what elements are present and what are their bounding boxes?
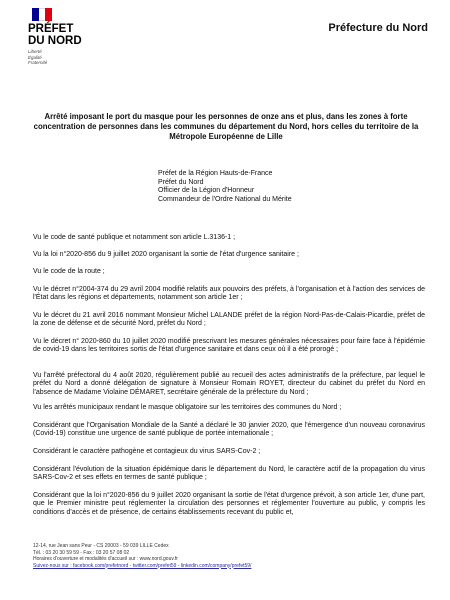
flag-white-stripe [39, 8, 46, 21]
title-line3: Métropole Européenne de Lille [169, 132, 283, 141]
paragraph-vu-decret-2016: Vu le décret du 21 avril 2016 nommant Monsieur Michel LALANDE préfet de la région Nord-Pas-de-Calais-Picardie, préfet de la zone de défense et de sécurité Nord, préfet du Nord ; [33, 312, 425, 328]
motto-egalite: Égalité [28, 54, 42, 60]
prefet-logo [28, 8, 108, 66]
paragraph-vu-loi-2020-856: Vu la loi n°2020-856 du 9 juillet 2020 organisant la sortie de l'état d'urgence sanitaire ; [33, 251, 299, 258]
prefecture-name: Préfecture du Nord [328, 22, 428, 34]
footer-phone: Tél. : 03 20 30 59 59 - Fax : 03 20 57 08 02 [33, 549, 130, 556]
official-title: Officier de la Légion d'Honneur [158, 187, 255, 195]
paragraph-considerant-caractere: Considérant le caractère pathogène et contagieux du virus SARS-Cov-2 ; [33, 448, 261, 455]
flag-blue-stripe [32, 8, 39, 21]
logo-title-line1: PRÉFET [28, 23, 74, 35]
paragraph-vu-code-route: Vu le code de la route ; [33, 268, 105, 275]
title-line1: Arrêté imposant le port du masque pour les personnes de onze ans et plus, dans les zones à forte [44, 112, 408, 121]
footer-contact [33, 543, 333, 569]
title-line2: concentration de personnes dans les communes du département du Nord, hors celles du territoire de la [33, 122, 419, 131]
paragraph-considerant-oms: Considérant que l'Organisation Mondiale de la Santé a déclaré le 30 janvier 2020, que l'émergence d'un nouveau coronavirus (Covid-19) constitue une urgence de santé publique de portée internationale ; [33, 422, 425, 438]
motto-liberte: Liberté [28, 49, 42, 54]
official-title: Préfet du Nord [158, 178, 204, 186]
logo-title-line2: DU NORD [28, 35, 82, 47]
republic-motto [28, 49, 108, 66]
paragraph-considerant-loi: Considérant que la loi n°2020-856 du 9 juillet 2020 organisant la sortie de l'état d'urgence prévoit, à son article 1er, d'une part, que le Premier ministre peut réglementer la circulation des personnes et réglementer l'ouverture au public, y compris les conditions d'accès et de présence, de certains établissements recevant du public et, [33, 492, 425, 516]
paragraph-vu-arrete-prefectoral: Vu l'arrêté préfectoral du 4 août 2020, régulièrement publié au recueil des actes administratifs de la préfecture, par lequel le préfet du Nord a donné délégation de signature à Monsieur Romain ROYET, directeur du cabinet du préfet du Nord en l'absence de Madame Violaine DÉMARET, secrétaire générale de la préfecture du Nord ; [33, 372, 425, 396]
footer-address: 12-14, rue Jean sans Peur - CS 20003 - 59 039 LILLE Cedex [33, 543, 169, 549]
official-title: Commandeur de l'Ordre National du Mérite [158, 195, 292, 203]
footer-social-links[interactable]: Suivez-nous sur : facebook.com/prefetnord - twitter.com/prefet59 - linkedin.com/company/prefet59/ [33, 562, 252, 569]
french-flag-icon [32, 8, 52, 21]
flag-red-stripe [45, 8, 52, 21]
paragraph-vu-decret-2020-860: Vu le décret n° 2020-860 du 10 juillet 2020 modifié prescrivant les mesures générales nécessaires pour faire face à l'épidémie de covid-19 dans les territoires sortis de l'état d'urgence sanitaire et dans ceux où il a été prorogé ; [33, 338, 425, 354]
paragraph-vu-code-sante: Vu le code de santé publique et notamment son article L.3136-1 ; [33, 234, 236, 241]
motto-fraternite: Fraternité [28, 60, 48, 65]
official-title: Préfet de la Région Hauts-de-France [158, 170, 273, 177]
footer-hours: Horaires d'ouverture et modalités d'accueil sur : www.nord.gouv.fr [33, 556, 178, 562]
paragraph-vu-decret-2004-374: Vu le décret n°2004-374 du 29 avril 2004 modifié relatifs aux pouvoirs des préfets, à l'organisation et à l'action des services de l'État dans les régions et départements, notamment son article 1er ; [33, 286, 425, 302]
decree-title [30, 112, 422, 142]
logo-title [28, 23, 108, 47]
prefect-titles [158, 170, 408, 204]
paragraph-considerant-evolution: Considérant l'évolution de la situation épidémique dans le département du Nord, le caractère actif de la propagation du virus SARS-Cov-2 et ses effets en termes de santé publique ; [33, 466, 425, 482]
paragraph-vu-arretes-municipaux: Vu les arrêtés municipaux rendant le masque obligatoire sur les territoires des communes du Nord ; [33, 404, 342, 411]
